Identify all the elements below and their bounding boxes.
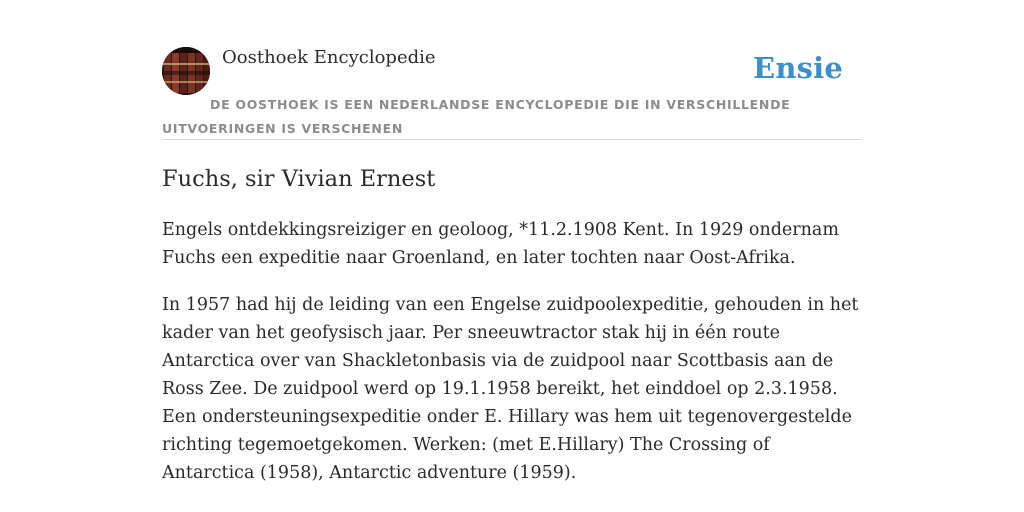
site-name[interactable]: Oosthoek Encyclopedie xyxy=(222,47,436,68)
brand-logo[interactable]: Ensie xyxy=(753,51,843,85)
article-card xyxy=(162,40,862,487)
article-paragraph: Engels ontdekkingsreiziger en geoloog, *11.2.1908 Kent. In 1929 ondernam Fuchs een expeditie naar Groenland, en later tochten naar Oost-Afrika. xyxy=(162,220,839,268)
site-tagline: DE OOSTHOEK IS EEN NEDERLANDSE ENCYCLOPEDIE DIE IN VERSCHILLENDE UITVOERINGEN IS VERSCHENEN xyxy=(162,97,791,136)
article-paragraph: In 1957 had hij de leiding van een Engelse zuidpoolexpeditie, gehouden in het kader van het geofysisch jaar. Per sneeuwtractor stak hij in één route Antarctica over van Shackletonbasis via de zuidpool naar Scottbasis aan de Ross Zee. De zuidpool werd op 19.1.1958 bereikt, het einddoel op 2.3.1958. Een ondersteuningsexpeditie onder E. Hillary was hem uit tegenovergestelde richting tegemoetgekomen. Werken: (met E.Hillary) The Crossing of Antarctica (1958), Antarctic adventure (1959). xyxy=(162,295,859,483)
encyclopedia-books-icon[interactable] xyxy=(162,47,210,95)
site-header xyxy=(162,40,862,140)
article-title: Fuchs, sir Vivian Ernest xyxy=(162,166,436,192)
